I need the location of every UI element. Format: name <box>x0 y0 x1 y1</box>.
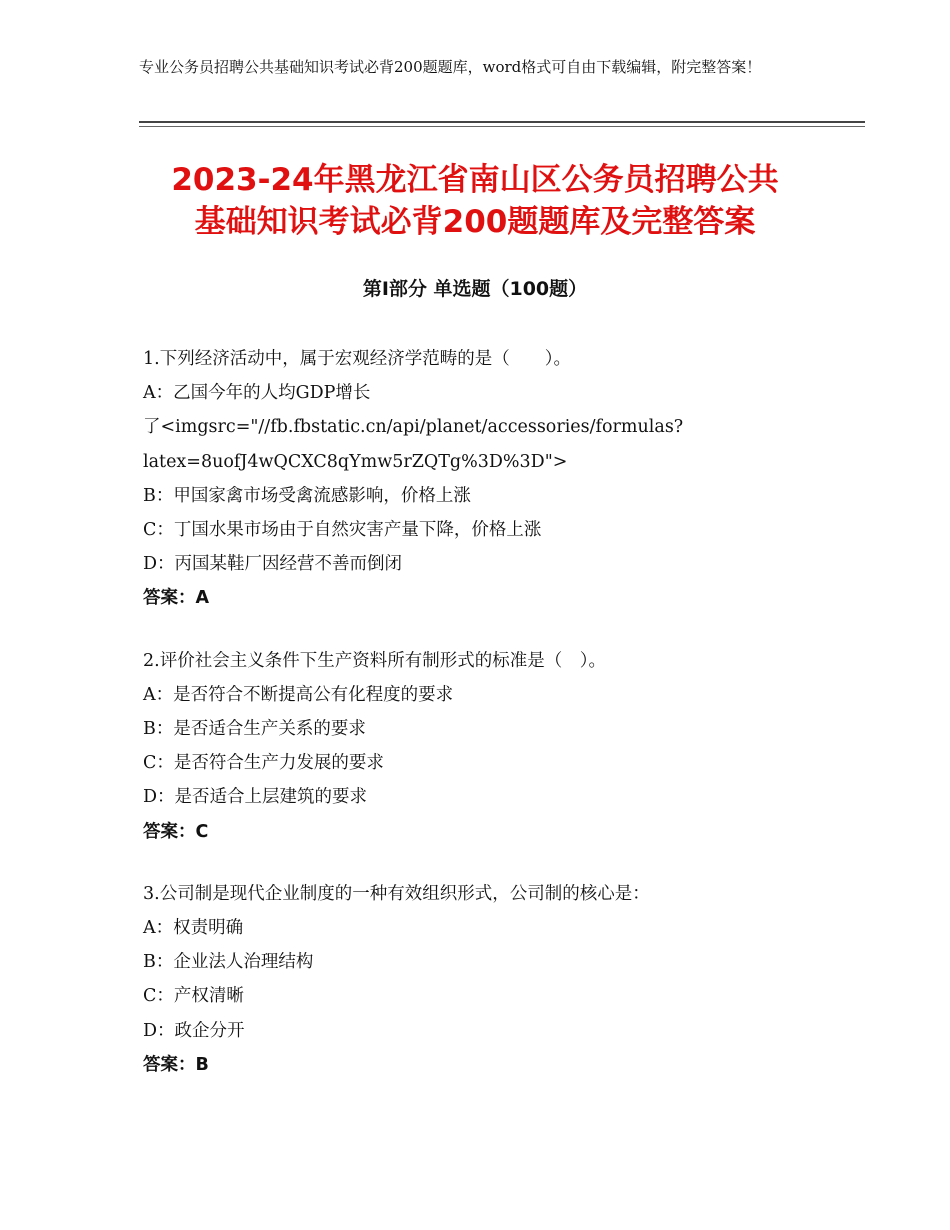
option-c: C：丁国水果市场由于自然灾害产量下降，价格上涨 <box>143 520 542 541</box>
option-a: A：乙国今年的人均GDP增长 <box>143 383 371 404</box>
question-2 <box>143 644 843 849</box>
question-stem: 3.公司制是现代企业制度的一种有效组织形式，公司制的核心是： <box>143 883 650 904</box>
option-d: D：政企分开 <box>143 1020 245 1041</box>
header-rule-thin <box>139 126 865 127</box>
header-note: 专业公务员招聘公共基础知识考试必背200题题库，word格式可自由下载编辑，附完整答案！ <box>139 58 762 76</box>
option-b: B：是否适合生产关系的要求 <box>143 719 366 740</box>
section-heading: 第I部分 单选题（100题） <box>362 278 588 300</box>
answer-label: 答案：B <box>143 1054 209 1075</box>
answer-label: 答案：C <box>143 821 209 842</box>
title-line-1: 2023-24年黑龙江省南山区公务员招聘公共 <box>171 162 779 198</box>
title-line-2: 基础知识考试必背200题题库及完整答案 <box>194 204 756 240</box>
question-stem: 1.下列经济活动中，属于宏观经济学范畴的是（ ）。 <box>143 349 571 369</box>
option-d: D：是否适合上层建筑的要求 <box>143 787 368 808</box>
question-stem: 2.评价社会主义条件下生产资料所有制形式的标准是（ ）。 <box>143 650 606 671</box>
document-title <box>0 159 950 243</box>
question-3 <box>143 877 843 1082</box>
header-rule-thick <box>139 121 865 123</box>
answer-label: 答案：A <box>143 588 210 609</box>
option-b: B：企业法人治理结构 <box>143 952 314 973</box>
question-1 <box>143 342 843 616</box>
option-a: A：是否符合不断提高公有化程度的要求 <box>143 684 454 705</box>
question-list <box>143 342 843 1110</box>
option-a-continued: latex=8uofJ4wQCXC8qYmw5rZQTg%3D%3D"> <box>143 451 568 472</box>
option-a-continued: 了<imgsrc="//fb.fbstatic.cn/api/planet/accessories/formulas? <box>143 417 684 438</box>
option-d: D：丙国某鞋厂因经营不善而倒闭 <box>143 554 403 575</box>
option-c: C：产权清晰 <box>143 986 244 1007</box>
option-a: A：权责明确 <box>143 918 244 939</box>
option-c: C：是否符合生产力发展的要求 <box>143 753 384 774</box>
option-b: B：甲国家禽市场受禽流感影响，价格上涨 <box>143 485 471 506</box>
